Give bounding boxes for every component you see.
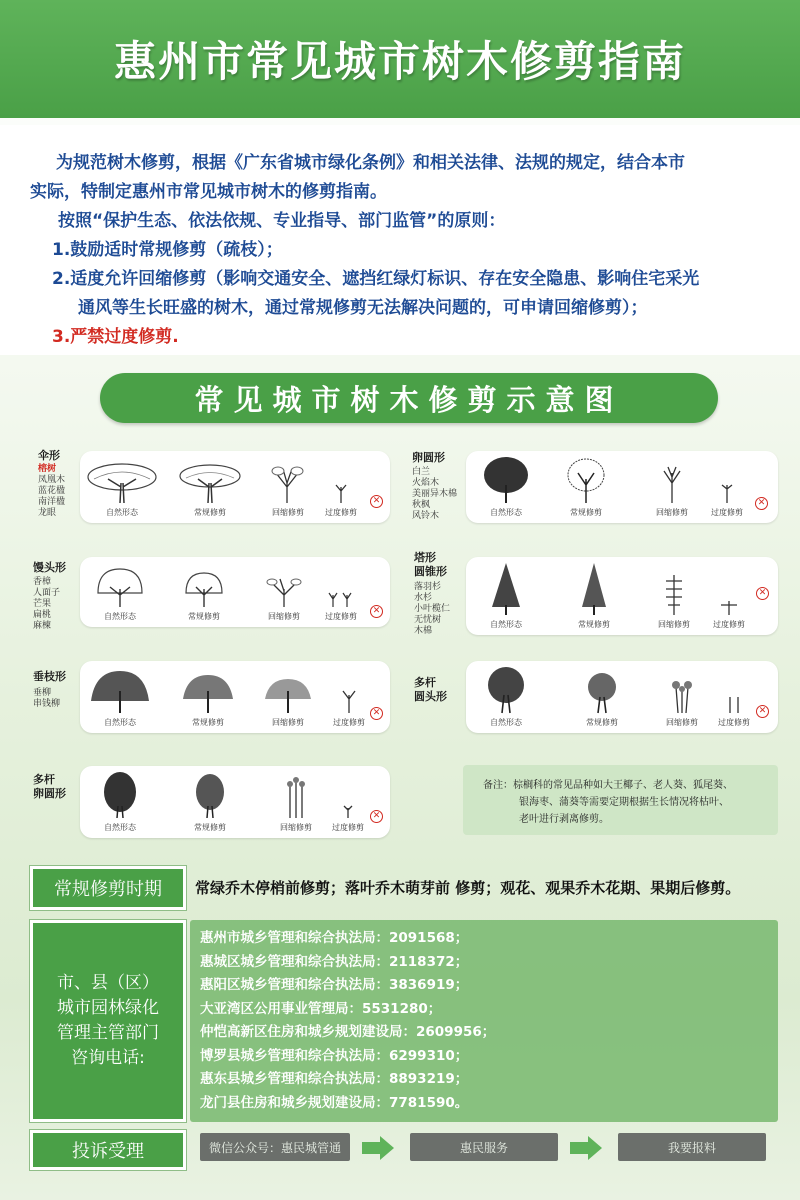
page-title: 惠州市常见城市树木修剪指南 — [113, 37, 686, 86]
intro-item-3: 3.严禁过度修剪. — [52, 327, 179, 347]
stage-caption: 过度修剪 — [332, 823, 364, 832]
stage-caption: 回缩修剪 — [666, 718, 698, 727]
tower-tree-regular-illustration — [564, 561, 624, 617]
multi-round-tree-regular-illustration — [572, 665, 632, 715]
species-item: 芒果 — [33, 599, 52, 609]
species-list-weeping — [33, 688, 60, 710]
tree-card-dome — [80, 557, 390, 627]
stage-caption: 过度修剪 — [718, 718, 750, 727]
species-highlight: 榕树 — [38, 464, 57, 474]
stage-caption: 自然形态 — [490, 508, 522, 517]
umbrella-tree-natural-illustration — [84, 457, 160, 505]
stage-caption: 回缩修剪 — [272, 508, 304, 517]
prohibited-icon: ✕ — [370, 605, 383, 618]
pruning-period-label: 常规修剪时期 — [30, 866, 186, 910]
intro-item-2b: 通风等生长旺盛的树木，通过常规修剪无法解决问题的，可申请回缩修剪）； — [78, 298, 648, 318]
report-step: 我要报料 — [618, 1133, 766, 1161]
oval-tree-regular-illustration — [556, 455, 616, 505]
group-label-line: 卵圆形 — [33, 787, 66, 800]
species-list-tower — [414, 582, 450, 637]
department-phone-list — [190, 920, 778, 1122]
multi-oval-tree-natural-illustration — [90, 770, 150, 820]
pruning-period-text: 常绿乔木停梢前修剪；落叶乔木萌芽前 修剪；观花、观果乔木花期、果期后修剪。 — [195, 879, 741, 897]
weeping-tree-natural-illustration — [85, 665, 155, 715]
stage-excessive — [696, 561, 762, 630]
stage-caption: 回缩修剪 — [656, 508, 688, 517]
species-item: 白兰 — [412, 467, 431, 477]
dome-tree-natural-illustration — [90, 563, 150, 609]
department-label — [30, 920, 186, 1122]
stage-natural — [82, 457, 162, 518]
title-banner — [0, 0, 800, 118]
tower-tree-reduction-illustration — [644, 561, 704, 617]
species-item: 蓝花楹 — [38, 486, 66, 496]
species-item: 木棉 — [414, 626, 433, 636]
stage-regular — [170, 457, 250, 518]
intro-principle: 按照“保护生态、依法依规、专业指导、部门监管”的原则： — [58, 211, 506, 231]
stage-caption: 过度修剪 — [325, 612, 357, 621]
species-item: 垂柳 — [33, 688, 52, 698]
phone-entry: 惠东县城乡管理和综合执法局：8893219； — [200, 1071, 469, 1087]
umbrella-tree-excessive-illustration — [321, 457, 361, 505]
stage-natural — [80, 563, 160, 622]
group-label-weeping: 垂枝形 — [33, 670, 66, 683]
stage-natural — [466, 561, 546, 630]
prohibited-icon: ✕ — [756, 587, 769, 600]
species-item: 落羽杉 — [414, 582, 442, 592]
prohibited-icon: ✕ — [370, 810, 383, 823]
species-item: 扁桃 — [33, 610, 52, 620]
stage-caption: 常规修剪 — [578, 620, 610, 629]
stage-caption: 常规修剪 — [194, 823, 226, 832]
prohibited-icon: ✕ — [755, 497, 768, 510]
stage-natural — [80, 665, 160, 728]
department-label-line: 市、县（区） — [57, 973, 159, 993]
arrow-right-icon — [360, 1134, 396, 1162]
group-label-line: 塔形 — [414, 551, 436, 564]
stage-natural — [80, 770, 160, 833]
species-item: 风铃木 — [412, 511, 440, 521]
stage-regular — [562, 665, 642, 728]
stage-natural — [466, 455, 546, 518]
species-item: 串钱柳 — [33, 699, 61, 709]
dome-tree-reduction-illustration — [254, 563, 314, 609]
intro-line-2: 实际，特制定惠州市常见城市树木的修剪指南。 — [30, 182, 387, 202]
species-item: 小叶榄仁 — [414, 604, 451, 614]
intro-item-1: 1.鼓励适时常规修剪（疏枝）； — [52, 240, 283, 260]
tree-card-multi-round — [466, 661, 778, 733]
stage-caption: 常规修剪 — [570, 508, 602, 517]
umbrella-tree-regular-illustration — [172, 457, 248, 505]
oval-tree-reduction-illustration — [642, 455, 702, 505]
weeping-tree-excessive-illustration — [329, 665, 369, 715]
stage-caption: 过度修剪 — [711, 508, 743, 517]
intro-item-2a: 2.适度允许回缩修剪（影响交通安全、遮挡红绿灯标识、存在安全隐患、影响住宅采光 — [52, 269, 700, 289]
stage-regular — [554, 561, 634, 630]
oval-tree-natural-illustration — [476, 455, 536, 505]
group-label-line: 多杆 — [414, 676, 436, 689]
stage-natural — [466, 665, 546, 728]
phone-entry: 龙门县住房和城乡规划建设局：7781590。 — [200, 1094, 469, 1111]
tower-tree-natural-illustration — [476, 561, 536, 617]
species-list-dome — [33, 577, 60, 632]
group-label-line: 多杆 — [33, 773, 55, 786]
note-line: 老叶进行剥离修剪。 — [519, 814, 609, 825]
prohibited-icon: ✕ — [370, 495, 383, 508]
dome-tree-excessive-illustration — [321, 563, 361, 609]
oval-tree-excessive-illustration — [707, 455, 747, 505]
species-item: 龙眼 — [38, 508, 57, 518]
species-item: 南洋楹 — [38, 497, 66, 507]
stage-excessive — [316, 770, 380, 833]
tree-card-multi-oval — [80, 766, 390, 838]
stage-regular — [546, 455, 626, 518]
multi-round-tree-natural-illustration — [476, 665, 536, 715]
species-list-oval — [412, 467, 457, 522]
department-label-line: 管理主管部门 — [57, 1023, 159, 1043]
tower-tree-excessive-illustration — [709, 561, 749, 617]
palm-note — [463, 765, 778, 835]
weeping-tree-regular-illustration — [173, 665, 243, 715]
wechat-account-step: 微信公众号：惠民城管通 — [200, 1133, 350, 1161]
prohibited-icon: ✕ — [756, 705, 769, 718]
note-line: 备注：棕榈科的常见品种如大王椰子、老人葵、狐尾葵、 — [483, 780, 733, 791]
department-label-line: 城市园林绿化 — [57, 998, 159, 1018]
group-label-line: 圆头形 — [414, 690, 447, 703]
department-label-line: 咨询电话: — [71, 1048, 145, 1068]
multi-oval-tree-regular-illustration — [180, 770, 240, 820]
arrow-right-icon — [568, 1134, 604, 1162]
note-line: 银海枣、蒲葵等需要定期根据生长情况将枯叶、 — [519, 797, 729, 808]
group-label-multi-oval — [33, 773, 66, 801]
tree-card-weeping — [80, 661, 390, 733]
stage-caption: 回缩修剪 — [272, 718, 304, 727]
tree-card-oval — [466, 451, 778, 523]
species-list-umbrella — [38, 464, 65, 519]
group-label-multi-round — [414, 676, 447, 704]
group-label-umbrella: 伞形 — [38, 449, 60, 462]
phone-entry: 惠州市城乡管理和综合执法局：2091568； — [200, 930, 469, 946]
species-item: 秋枫 — [412, 500, 431, 510]
stage-caption: 常规修剪 — [194, 508, 226, 517]
stage-excessive — [704, 665, 764, 728]
species-item: 麻楝 — [33, 621, 52, 631]
complaint-label: 投诉受理 — [30, 1130, 186, 1170]
multi-round-tree-reduction-illustration — [652, 665, 712, 715]
prohibited-icon: ✕ — [370, 707, 383, 720]
phone-entry: 仲恺高新区住房和城乡规划建设局：2609956； — [200, 1024, 496, 1040]
stage-caption: 自然形态 — [490, 620, 522, 629]
stage-caption: 自然形态 — [106, 508, 138, 517]
stage-regular — [168, 665, 248, 728]
phone-entry: 惠城区城乡管理和综合执法局：2118372； — [200, 953, 469, 970]
stage-regular — [170, 770, 250, 833]
huimin-service-step: 惠民服务 — [410, 1133, 558, 1161]
species-item: 香樟 — [33, 577, 52, 587]
multi-round-tree-excessive-illustration — [714, 665, 754, 715]
stage-caption: 常规修剪 — [586, 718, 618, 727]
stage-caption: 过度修剪 — [333, 718, 365, 727]
section-title: 常见城市树木修剪示意图 — [194, 382, 624, 417]
tree-card-tower — [466, 557, 778, 635]
phone-entry: 惠阳区城乡管理和综合执法局：3836919； — [200, 977, 469, 993]
stage-caption: 自然形态 — [490, 718, 522, 727]
group-label-dome: 馒头形 — [33, 561, 66, 574]
stage-caption: 自然形态 — [104, 718, 136, 727]
section-header — [100, 373, 718, 423]
stage-caption: 自然形态 — [104, 612, 136, 621]
phone-entry: 博罗县城乡管理和综合执法局：6299310； — [200, 1047, 469, 1064]
group-label-line: 圆锥形 — [414, 565, 447, 578]
multi-oval-tree-excessive-illustration — [328, 770, 368, 820]
weeping-tree-reduction-illustration — [253, 665, 323, 715]
species-item: 美丽异木棉 — [412, 489, 458, 499]
stage-caption: 过度修剪 — [325, 508, 357, 517]
stage-caption: 回缩修剪 — [268, 612, 300, 621]
stage-excessive — [308, 457, 374, 518]
stage-caption: 回缩修剪 — [280, 823, 312, 832]
stage-caption: 常规修剪 — [192, 718, 224, 727]
stage-regular — [164, 563, 244, 622]
stage-caption: 常规修剪 — [188, 612, 220, 621]
species-item: 水杉 — [414, 593, 433, 603]
stage-caption: 过度修剪 — [713, 620, 745, 629]
dome-tree-regular-illustration — [174, 563, 234, 609]
stage-caption: 回缩修剪 — [658, 620, 690, 629]
species-item: 人面子 — [33, 588, 61, 598]
group-label-tower — [414, 551, 447, 579]
intro-section — [0, 125, 800, 355]
phone-entry: 大亚湾区公用事业管理局：5531280； — [200, 1000, 442, 1017]
stage-caption: 自然形态 — [104, 823, 136, 832]
tree-card-umbrella — [80, 451, 390, 523]
intro-line-1: 为规范树木修剪，根据《广东省城市绿化条例》和相关法律、法规的规定，结合本市 — [56, 153, 685, 173]
stage-excessive — [694, 455, 760, 518]
group-label-oval: 卵圆形 — [412, 451, 445, 464]
species-item: 无忧树 — [414, 615, 442, 625]
species-item: 火焰木 — [412, 478, 440, 488]
stage-excessive — [308, 563, 374, 622]
species-item: 凤凰木 — [38, 475, 66, 485]
